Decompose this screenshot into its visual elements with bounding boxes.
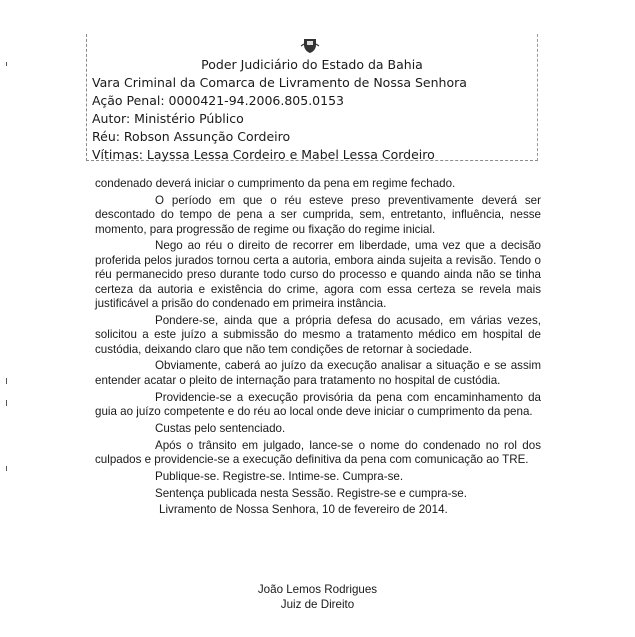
court-name: Poder Judiciário do Estado da Bahia — [201, 57, 423, 72]
paragraph: Nego ao réu o direito de recorrer em liberdade, uma vez que a decisão proferida pelos jurados tornou certa a autoria, embora ainda sujeita a revisão. Tendo o réu permanecido preso durante todo curso do processo e quando ainda não se tinha certeza da autoria e existência do crime, agora com essa certeza se revela mais justificável a prisão do condenado em primeira instância. — [95, 239, 541, 311]
paragraph: Após o trânsito em julgado, lance-se o nome do condenado no rol dos culpados e providencie-se a execução definitiva da pena com comunicação ao TRE. — [95, 438, 541, 467]
judge-name: João Lemos Rodrigues — [257, 583, 378, 596]
document-header — [86, 34, 538, 161]
paragraph: Obviamente, caberá ao juízo da execução analisar a situação e se assim entender acatar o pleito de internação para tratamento no hospital de custódia. — [95, 359, 541, 387]
paragraph: Pondere-se, ainda que a própria defesa do acusado, em várias vezes, solicitou a este juízo a submissão do mesmo a tratamento médico em hospital de custódia, deixando claro que não tem condições de retornar à sociedade. — [95, 313, 541, 356]
coat-of-arms-icon — [300, 37, 320, 55]
paragraph: condenado deverá iniciar o cumprimento da pena em regime fechado. — [95, 177, 456, 190]
victims: Vítimas: Layssa Lessa Cordeiro e Mabel Lessa Cordeiro — [92, 147, 435, 162]
date-line: Livramento de Nossa Senhora, 10 de fevereiro de 2014. — [159, 503, 448, 517]
paragraph: Providencie-se a execução provisória da pena com encaminhamento da guia ao juízo competente e do réu ao local onde deve iniciar o cumprimento da pena. — [95, 390, 541, 419]
defendant: Réu: Robson Assunção Cordeiro — [92, 129, 291, 144]
plaintiff: Autor: Ministério Público — [92, 111, 244, 126]
court-division: Vara Criminal da Comarca de Livramento de Nossa Senhora — [92, 75, 467, 90]
closing-line: Publique-se. Registre-se. Intime-se. Cumpra-se. — [155, 469, 404, 483]
paragraph: O período em que o réu esteve preso preventivamente deverá ser descontado do tempo de pena a ser cumprida, sem, entretanto, influência, nesse momento, para progressão de regime ou fixação do regime inicial. — [95, 193, 541, 236]
sentence-body — [95, 177, 541, 520]
judge-title: Juiz de Direito — [280, 598, 355, 611]
paragraph: Custas pelo sentenciado. — [155, 421, 286, 435]
closing-line: Sentença publicada nesta Sessão. Registre-se e cumpra-se. — [155, 486, 467, 500]
case-number: Ação Penal: 0000421-94.2006.805.0153 — [92, 93, 344, 108]
